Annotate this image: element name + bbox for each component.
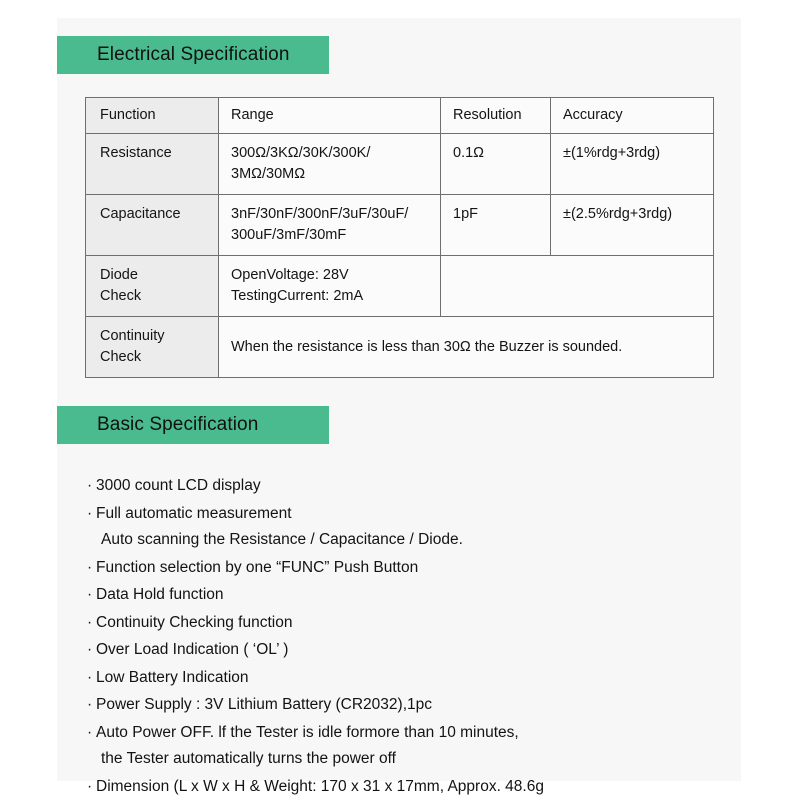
cell-function-resistance: Resistance [86, 134, 219, 195]
column-header-function: Function [86, 98, 219, 134]
spec-table-container [57, 74, 741, 378]
function-line-1: Diode [100, 267, 138, 284]
list-item-text: · Low Battery Indication [87, 670, 741, 686]
list-item-text: · Data Hold function [87, 587, 741, 603]
range-line-1: OpenVoltage: 28V [231, 267, 349, 284]
cell-range-resistance [219, 134, 441, 195]
basic-section-holder [57, 378, 741, 444]
basic-specification-list [57, 478, 741, 794]
list-item [87, 587, 741, 603]
cell-range-diode-check [219, 256, 441, 317]
list-item-text: · Power Supply : 3V Lithium Battery (CR2032),1pc [87, 697, 741, 713]
basic-specification-list-container [57, 444, 741, 794]
cell-range-capacitance [219, 195, 441, 256]
electrical-specification-table [85, 97, 714, 378]
list-item-text: · 3000 count LCD display [87, 478, 741, 494]
list-item [87, 725, 741, 767]
spec-sheet-page [57, 18, 741, 795]
cell-accuracy-capacitance: ±(2.5%rdg+3rdg) [551, 195, 714, 256]
function-line-2: Check [100, 288, 142, 305]
list-item [87, 670, 741, 686]
section-header-basic-specification-label: Basic Specification [97, 414, 259, 436]
cell-diode-check-empty [441, 256, 714, 317]
cell-function-diode-check [86, 256, 219, 317]
list-item [87, 615, 741, 631]
list-item-text: · Function selection by one “FUNC” Push Button [87, 560, 741, 576]
list-item [87, 478, 741, 494]
range-line-2: TestingCurrent: 2mA [231, 288, 364, 305]
list-item-text: · Over Load Indication ( ‘OL’ ) [87, 642, 741, 658]
list-item-text: · Dimension (L x W x H & Weight: 170 x 31 x 17mm, Approx. 48.6g [87, 779, 741, 795]
table-row [86, 317, 714, 378]
range-line-1: 3nF/30nF/300nF/3uF/30uF/ [231, 206, 409, 223]
list-item-continuation: Auto scanning the Resistance / Capacitance / Diode. [101, 531, 463, 549]
table-header [86, 98, 714, 134]
section-header-electrical-specification [57, 36, 329, 74]
cell-function-continuity-check [86, 317, 219, 378]
list-item-continuation: the Tester automatically turns the power off [101, 750, 396, 768]
range-line-2: 3MΩ/30MΩ [231, 166, 306, 183]
table-header-row [86, 98, 714, 134]
list-item-text: · Continuity Checking function [87, 615, 741, 631]
section-header-electrical-specification-label: Electrical Specification [97, 44, 290, 65]
function-line-1: Continuity [100, 328, 165, 345]
list-item [87, 779, 741, 795]
column-header-resolution: Resolution [441, 98, 551, 134]
list-item [87, 697, 741, 713]
list-item [87, 560, 741, 576]
cell-resolution-capacitance: 1pF [441, 195, 551, 256]
cell-continuity-check-description: When the resistance is less than 30Ω the Buzzer is sounded. [219, 317, 714, 378]
range-line-2: 300uF/3mF/30mF [231, 227, 347, 244]
list-item [87, 642, 741, 658]
column-header-accuracy: Accuracy [551, 98, 714, 134]
section-header-basic-specification [57, 406, 329, 444]
range-line-1: 300Ω/3KΩ/30K/300K/ [231, 145, 371, 162]
table-body [86, 134, 714, 378]
cell-accuracy-resistance: ±(1%rdg+3rdg) [551, 134, 714, 195]
table-row [86, 195, 714, 256]
table-row [86, 134, 714, 195]
list-item [87, 506, 741, 548]
table-row [86, 256, 714, 317]
list-item-text: · Auto Power OFF. lf the Tester is idle formore than 10 minutes, [87, 725, 741, 741]
cell-resolution-resistance: 0.1Ω [441, 134, 551, 195]
cell-function-capacitance: Capacitance [86, 195, 219, 256]
list-item-text: · Full automatic measurement [87, 506, 741, 522]
function-line-2: Check [100, 349, 142, 366]
column-header-range: Range [219, 98, 441, 134]
